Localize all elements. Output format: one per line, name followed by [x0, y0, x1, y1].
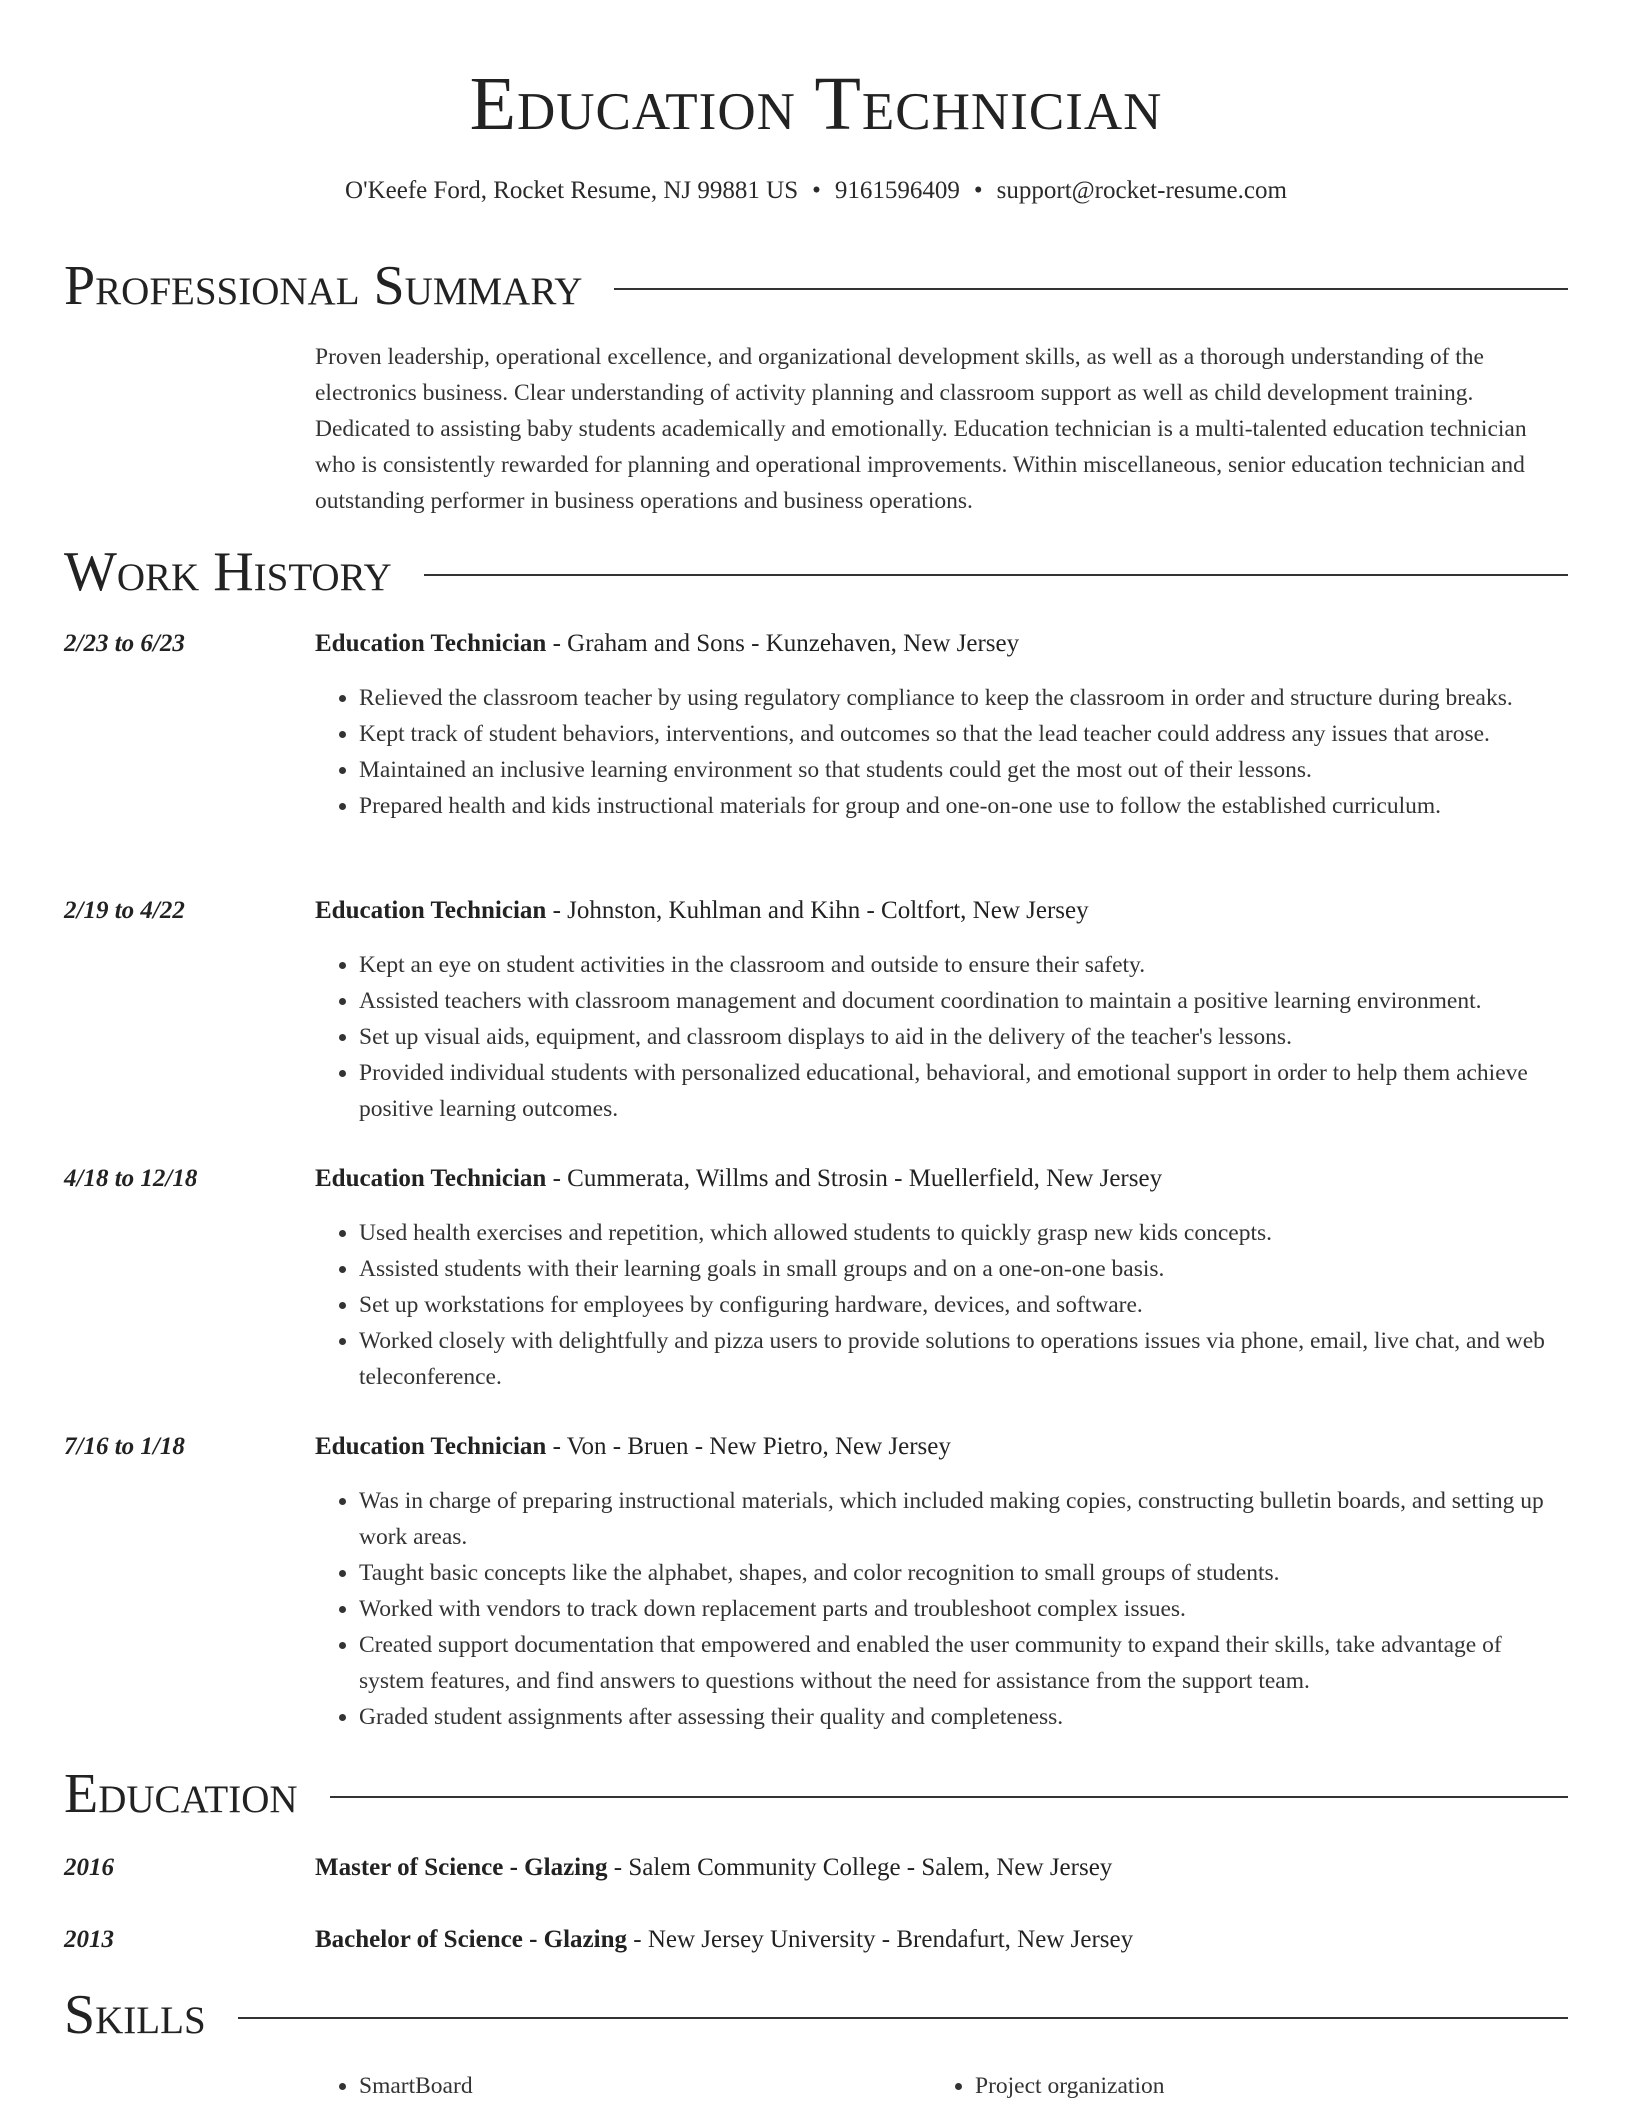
education-year: 2016 [64, 1854, 114, 1881]
section-divider [614, 288, 1568, 290]
contact-address: O'Keefe Ford, Rocket Resume, NJ 99881 US [345, 177, 799, 204]
section-header-summary [64, 254, 1568, 318]
job-bullets [315, 1483, 1568, 1735]
job-bullet: • Was in charge of preparing instructional materials, which included making copies, constructing bulletin boards, and setting up work areas. [359, 1483, 1568, 1555]
job-dates: 4/18 to 12/18 [64, 1165, 198, 1192]
job-bullets [315, 680, 1568, 824]
skills-column-left [315, 2068, 931, 2104]
job-bullets [315, 1215, 1568, 1395]
job-bullet: • Taught basic concepts like the alphabet, shapes, and color recognition to small groups of students. [359, 1555, 1568, 1591]
education-heading [315, 1922, 1592, 1958]
section-divider [330, 1796, 1568, 1798]
job-bullet: • Set up visual aids, equipment, and classroom displays to aid in the delivery of the teacher's lessons. [359, 1019, 1568, 1055]
job-role: Education Technician [315, 897, 547, 924]
contact-separator: • [973, 177, 983, 204]
job-bullet: • Relieved the classroom teacher by using regulatory compliance to keep the classroom in order and structure during breaks. [359, 680, 1568, 716]
job-bullet: • Assisted teachers with classroom management and document coordination to maintain a positive learning environment. [359, 983, 1568, 1019]
education-heading [315, 1850, 1592, 1886]
job-role: Education Technician [315, 1165, 547, 1192]
job-dates: 7/16 to 1/18 [64, 1433, 185, 1460]
job-bullet: • Provided individual students with personalized educational, behavioral, and emotional support in order to help them achieve positive learning outcomes. [359, 1055, 1568, 1127]
contact-separator: • [812, 177, 821, 204]
job-bullet: • Kept an eye on student activities in the classroom and outside to ensure their safety. [359, 947, 1568, 983]
section-divider [424, 574, 1568, 576]
job-bullet: • Kept track of student behaviors, interventions, and outcomes so that the lead teacher could address any issues that arose. [359, 716, 1568, 752]
job-bullet: • Graded student assignments after assessing their quality and completeness. [359, 1699, 1568, 1735]
section-title-summary: Professional Summary [64, 255, 583, 317]
job-role: Education Technician [315, 630, 547, 657]
section-title-education: Education [64, 1763, 298, 1825]
job-bullet: • Maintained an inclusive learning environment so that students could get the most out of their lessons. [359, 752, 1568, 788]
education-details: - New Jersey University - Brendafurt, New Jersey [627, 1926, 1134, 1953]
job-heading [315, 626, 1592, 662]
resume-name-title: Education Technician [469, 62, 1163, 146]
job-role: Education Technician [315, 1433, 547, 1460]
job-bullets [315, 947, 1568, 1127]
skills-list [315, 2068, 1568, 2104]
contact-email: support@rocket-resume.com [996, 177, 1287, 204]
section-title-skills: Skills [64, 1984, 206, 2046]
job-bullet: • Created support documentation that empowered and enabled the user community to expand their skills, take advantage of system features, and find answers to questions without the need for assistance from the support team. [359, 1627, 1568, 1699]
job-bullet: • Used health exercises and repetition, which allowed students to quickly grasp new kids concepts. [359, 1215, 1568, 1251]
job-details: - Graham and Sons - Kunzehaven, New Jersey [546, 630, 1020, 657]
job-bullet: • Worked with vendors to track down replacement parts and troubleshoot complex issues. [359, 1591, 1568, 1627]
job-heading [315, 1161, 1592, 1197]
skill-item: • SmartBoard [359, 2068, 931, 2104]
contact-line [0, 173, 1632, 209]
job-bullet: • Assisted students with their learning goals in small groups and on a one-on-one basis. [359, 1251, 1568, 1287]
contact-phone: 9161596409 [834, 177, 960, 204]
section-title-work-history: Work History [64, 541, 392, 603]
job-heading [315, 1429, 1592, 1465]
summary-text: Proven leadership, operational excellence, and organizational development skills, as well as a thorough understanding of the electronics business. Clear understanding of activity planning and classroom support as well as child development training. Dedicated to assisting baby students academically and emotionally. Education technician is a multi-talented education technician who is consistently rewarded for planning and operational improvements. Within miscellaneous, senior education technician and outstanding performer in business operations and business operations. [315, 344, 1527, 514]
job-bullet: • Worked closely with delightfully and pizza users to provide solutions to operations issues via phone, email, live chat, and web teleconference. [359, 1323, 1568, 1395]
education-degree: Master of Science - Glazing [315, 1854, 608, 1881]
education-degree: Bachelor of Science - Glazing [315, 1926, 627, 1953]
job-dates: 2/23 to 6/23 [64, 630, 185, 657]
job-details: - Cummerata, Willms and Strosin - Muellerfield, New Jersey [546, 1165, 1163, 1192]
job-heading [315, 893, 1592, 929]
job-details: - Johnston, Kuhlman and Kihn - Coltfort, New Jersey [546, 897, 1089, 924]
job-dates: 2/19 to 4/22 [64, 897, 185, 924]
section-header-skills [64, 1983, 1568, 2047]
education-details: - Salem Community College - Salem, New Jersey [607, 1854, 1113, 1881]
skills-column-right [931, 2068, 1547, 2104]
job-details: - Von - Bruen - New Pietro, New Jersey [546, 1433, 951, 1460]
section-header-work-history [64, 540, 1568, 604]
education-year: 2013 [64, 1926, 114, 1953]
section-divider [238, 2017, 1568, 2019]
job-bullet: • Prepared health and kids instructional materials for group and one-on-one use to follow the established curriculum. [359, 788, 1568, 824]
skill-item: • Project organization [975, 2068, 1547, 2104]
job-bullet: • Set up workstations for employees by configuring hardware, devices, and software. [359, 1287, 1568, 1323]
section-header-education [64, 1762, 1568, 1826]
